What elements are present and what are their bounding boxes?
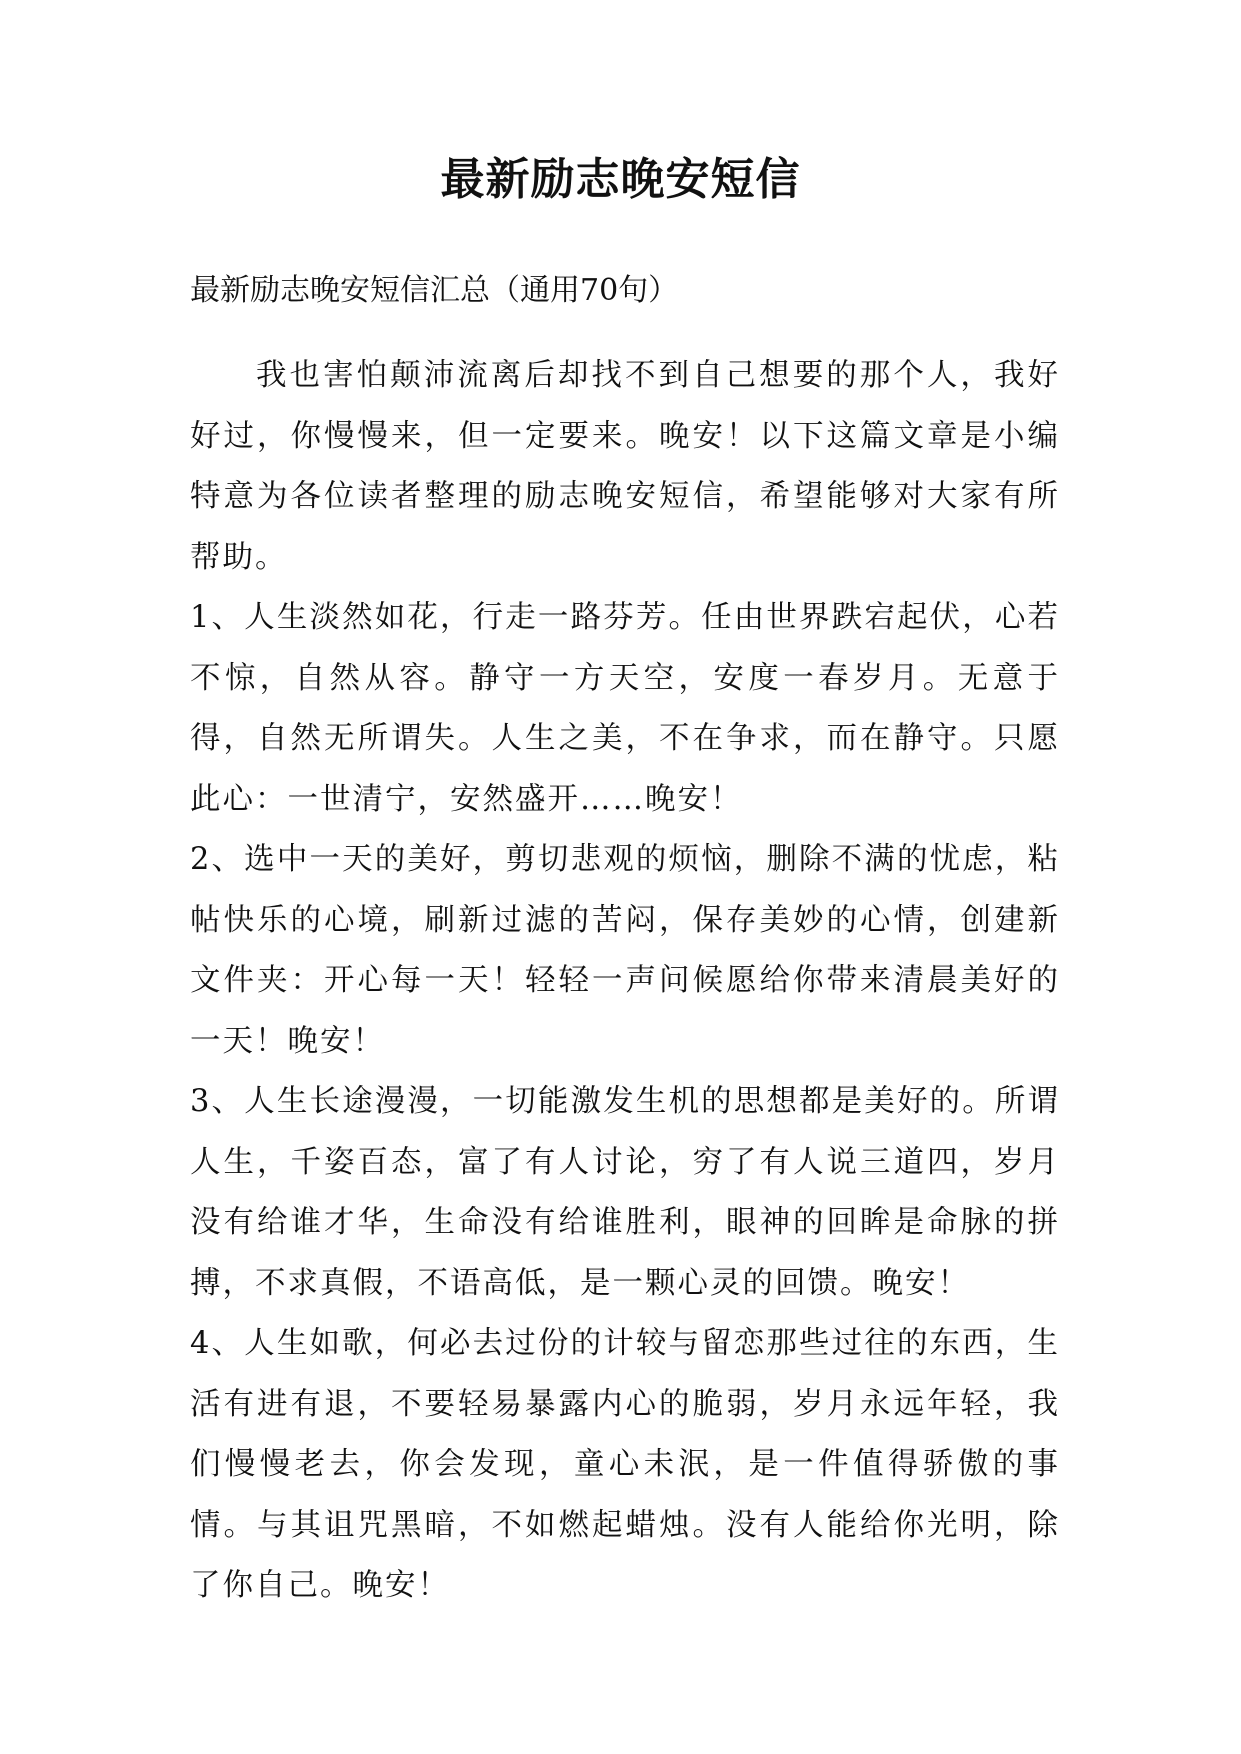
numbered-paragraph-1: 1、人生淡然如花，行走一路芬芳。任由世界跌宕起伏，心若不惊，自然从容。静守一方天空，安度一春岁月。无意于得，自然无所谓失。人生之美，不在争求，而在静守。只愿此心：一世清宁，安然盛开……晚安！ [190, 600, 1060, 817]
document-subtitle: 最新励志晚安短信汇总（通用70句） [190, 273, 679, 308]
numbered-paragraph-2: 2、选中一天的美好，剪切悲观的烦恼，删除不满的忧虑，粘帖快乐的心境，刷新过滤的苦闷，保存美妙的心情，创建新文件夹：开心每一天！轻轻一声问候愿给你带来清晨美好的一天！晚安！ [190, 842, 1060, 1059]
document-title: 最新励志晚安短信 [440, 154, 801, 205]
numbered-paragraph-4: 4、人生如歌，何必去过份的计较与留恋那些过往的东西，生活有进有退，不要轻易暴露内心的脆弱，岁月永远年轻，我们慢慢老去，你会发现，童心未泯，是一件值得骄傲的事情。与其诅咒黑暗，不如燃起蜡烛。没有人能给你光明，除了你自己。晚安！ [190, 1326, 1060, 1603]
document-body [190, 346, 1060, 1617]
numbered-paragraph-3: 3、人生长途漫漫，一切能激发生机的思想都是美好的。所谓人生，千姿百态，富了有人讨论，穷了有人说三道四，岁月没有给谁才华，生命没有给谁胜利，眼神的回眸是命脉的拼搏，不求真假，不语高低，是一颗心灵的回馈。晚安！ [190, 1084, 1060, 1301]
intro-paragraph: 我也害怕颠沛流离后却找不到自己想要的那个人，我好好过，你慢慢来，但一定要来。晚安！以下这篇文章是小编特意为各位读者整理的励志晚安短信，希望能够对大家有所帮助。 [190, 358, 1060, 575]
